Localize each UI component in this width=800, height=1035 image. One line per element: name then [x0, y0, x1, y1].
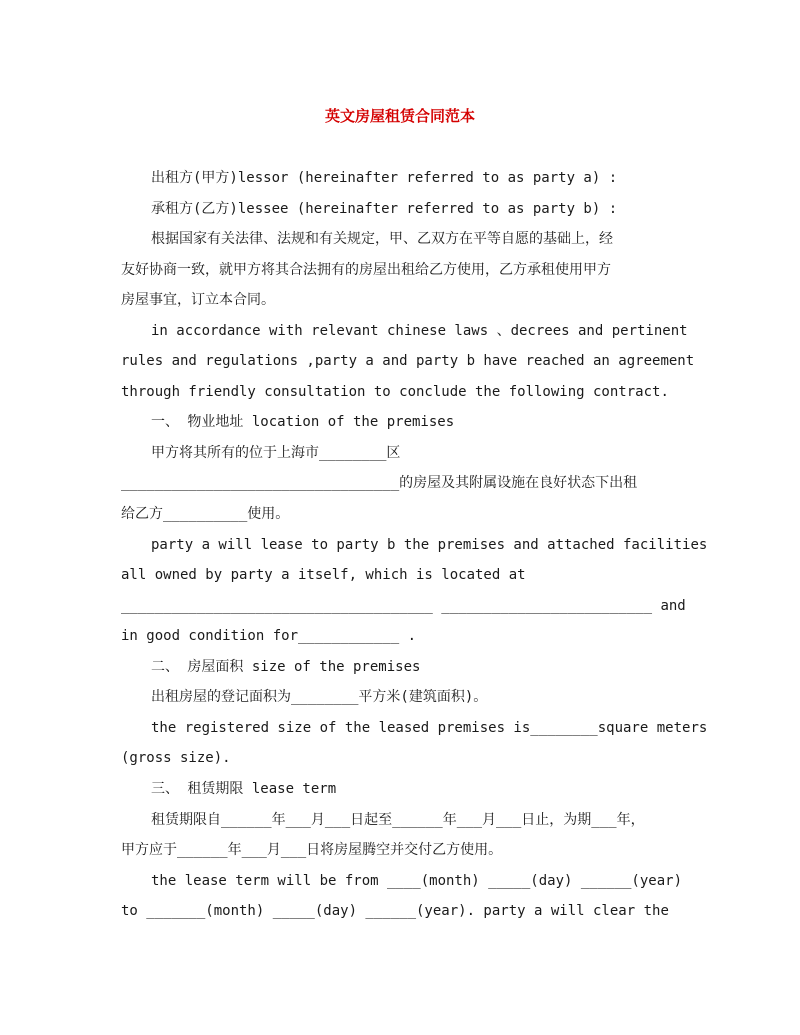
text-line: rules and regulations ,party a and party b have reached an agreement	[121, 353, 695, 369]
text-line: in accordance with relevant chinese laws 、decrees and pertinent	[151, 323, 688, 339]
text-line: 根据国家有关法律、法规和有关规定，甲、乙双方在平等自愿的基础上，经	[151, 231, 613, 247]
text-line: 租赁期限自______年___月___日起至______年___月___日止，为期___年，	[151, 812, 645, 828]
text-line: 房屋事宜，订立本合同。	[121, 292, 275, 308]
text-line: _________________________________的房屋及其附属设施在良好状态下出租	[121, 475, 638, 491]
text-line: 甲方应于______年___月___日将房屋腾空并交付乙方使用。	[121, 842, 503, 858]
document-title: 英文房屋租赁合同范本	[324, 107, 475, 125]
text-line: party a will lease to party b the premises and attached facilities	[151, 537, 708, 553]
section-heading: 三、 租赁期限 lease term	[151, 781, 337, 797]
text-line: to _______(month) _____(day) ______(year). party a will clear the	[121, 903, 669, 919]
text-line: (gross size).	[121, 750, 231, 766]
text-line: the registered size of the leased premises is________square meters	[151, 720, 708, 736]
text-line: through friendly consultation to conclude the following contract.	[121, 384, 669, 400]
section-heading: 二、 房屋面积 size of the premises	[151, 659, 421, 675]
text-line: 出租房屋的登记面积为________平方米(建筑面积)。	[151, 689, 488, 705]
text-line: _____________________________________ _________________________ and	[121, 598, 686, 614]
text-line: all owned by party a itself, which is located at	[121, 567, 526, 583]
section-heading: 一、 物业地址 location of the premises	[151, 414, 455, 430]
text-line: 出租方(甲方)lessor (hereinafter referred to as party a) :	[151, 170, 618, 186]
text-line: in good condition for____________ .	[121, 628, 417, 644]
text-line: 承租方(乙方)lessee (hereinafter referred to as party b) :	[151, 201, 618, 217]
text-line: the lease term will be from ____(month) _____(day) ______(year)	[151, 873, 683, 889]
text-line: 给乙方__________使用。	[121, 506, 290, 522]
text-line: 甲方将其所有的位于上海市________区	[151, 445, 401, 461]
text-line: 友好协商一致，就甲方将其合法拥有的房屋出租给乙方使用，乙方承租使用甲方	[121, 262, 611, 278]
